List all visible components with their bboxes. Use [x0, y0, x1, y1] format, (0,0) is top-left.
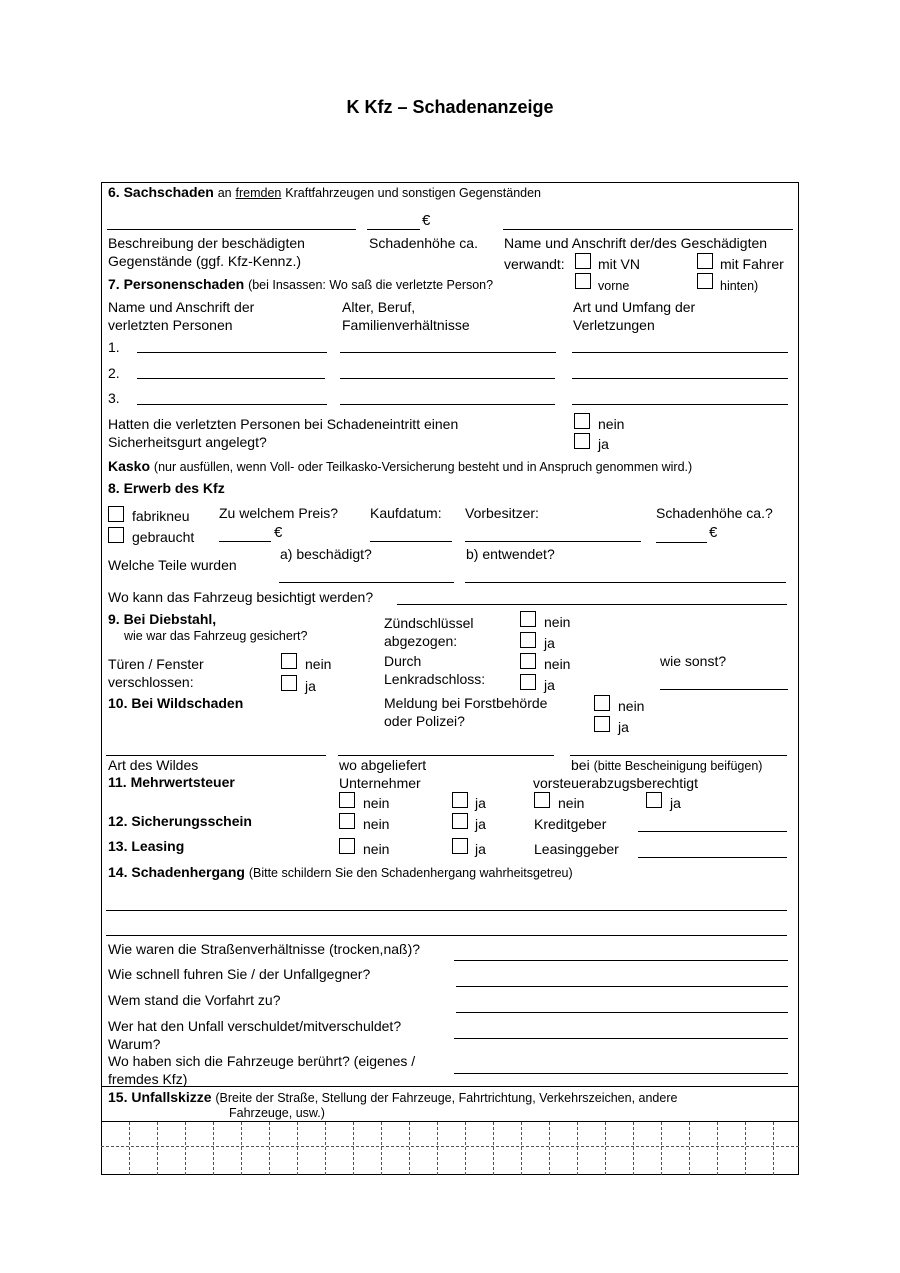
- seatbelt-yes-checkbox[interactable]: [574, 433, 590, 449]
- section-7-sub: (bei Insassen: Wo saß die verletzte Person?: [248, 278, 494, 292]
- row-number-2: 2.: [108, 365, 120, 381]
- delivered-to-word: bei: [571, 757, 590, 773]
- sketch-grid-vline: [269, 1122, 270, 1175]
- doors-label-1: Türen / Fenster: [108, 656, 204, 672]
- description-line-1[interactable]: [106, 910, 787, 911]
- section-11-title: 11. Mehrwertsteuer: [108, 774, 235, 790]
- tax-deduct-yes-label: ja: [670, 795, 681, 811]
- injured-age-label-2: Familienverhältnisse: [342, 317, 470, 333]
- purchase-date-label: Kaufdatum:: [370, 505, 442, 521]
- row-number-1: 1.: [108, 339, 120, 355]
- section-6-heading: [108, 184, 541, 202]
- damage-amount-8-label: Schadenhöhe ca.?: [656, 505, 773, 521]
- tax-deduct-yes-checkbox[interactable]: [646, 792, 662, 808]
- entrepreneur-label: Unternehmer: [339, 775, 421, 791]
- report-label-1: Meldung bei Forstbehörde: [384, 695, 548, 711]
- report-no-label: nein: [618, 698, 645, 714]
- security-cert-yes-checkbox[interactable]: [452, 813, 468, 829]
- fault-label-1: Wer hat den Unfall verschuldet/mitverschuldet?: [108, 1018, 402, 1034]
- parts-stolen-label: b) entwendet?: [466, 546, 555, 562]
- section-15-title: 15. Unfallskizze: [108, 1089, 212, 1105]
- section-14-title: 14. Schadenhergang: [108, 864, 245, 880]
- sketch-grid-vline: [185, 1122, 186, 1175]
- steering-lock-no-checkbox[interactable]: [520, 653, 536, 669]
- parts-label: Welche Teile wurden: [108, 557, 237, 573]
- seatbelt-question-2: Sicherheitsgurt angelegt?: [108, 434, 267, 450]
- security-cert-yes-label: ja: [475, 816, 486, 832]
- related-driver-label: mit Fahrer: [720, 256, 784, 272]
- key-label-1: Zündschlüssel: [384, 615, 474, 631]
- speed-field[interactable]: [456, 986, 788, 987]
- damage-amount-field[interactable]: [367, 229, 420, 230]
- previous-owner-label: Vorbesitzer:: [465, 505, 539, 521]
- fault-field[interactable]: [454, 1038, 788, 1039]
- row-1-name-field[interactable]: [137, 352, 327, 353]
- injured-name-label-2: verletzten Personen: [108, 317, 233, 333]
- section-14-sub: (Bitte schildern Sie den Schadenhergang wahrheitsgetreu): [248, 866, 573, 880]
- section-13-title: 13. Leasing: [108, 838, 185, 854]
- entrepreneur-yes-checkbox[interactable]: [452, 792, 468, 808]
- parts-stolen-field[interactable]: [465, 582, 786, 583]
- lessor-label: Leasinggeber: [534, 841, 619, 857]
- delivered-to-field[interactable]: [570, 755, 787, 756]
- section-7-title: 7. Personenschaden: [108, 276, 245, 292]
- sketch-grid-vline: [689, 1122, 690, 1175]
- purchase-date-field[interactable]: [370, 541, 452, 542]
- tax-deduct-no-checkbox[interactable]: [534, 792, 550, 808]
- leasing-no-checkbox[interactable]: [339, 838, 355, 854]
- seat-back-checkbox[interactable]: [697, 273, 713, 289]
- section-15-sub-1: (Breite der Straße, Stellung der Fahrzeuge, Fahrtrichtung, Verkehrszeichen, andere: [215, 1091, 678, 1105]
- damaged-items-label-2: Gegenstände (ggf. Kfz-Kennz.): [108, 253, 301, 269]
- parts-damaged-field[interactable]: [279, 582, 454, 583]
- row-3-name-field[interactable]: [137, 404, 327, 405]
- doors-yes-checkbox[interactable]: [281, 675, 297, 691]
- price-label: Zu welchem Preis?: [219, 505, 339, 521]
- sketch-grid-vline: [773, 1122, 774, 1175]
- related-label: verwandt:: [504, 256, 565, 272]
- game-kind-label: Art des Wildes: [108, 757, 199, 773]
- entrepreneur-no-checkbox[interactable]: [339, 792, 355, 808]
- sketch-grid-vline: [493, 1122, 494, 1175]
- damaged-items-label-1: Beschreibung der beschädigten: [108, 235, 305, 251]
- used-car-label: gebraucht: [132, 529, 195, 545]
- sketch-grid-vline: [577, 1122, 578, 1175]
- contact-point-label-1: Wo haben sich die Fahrzeuge berührt? (eigenes /: [108, 1053, 416, 1069]
- section-15-heading: [108, 1089, 677, 1107]
- sketch-grid-vline: [213, 1122, 214, 1175]
- report-label-2: oder Polizei?: [384, 713, 465, 729]
- section-15-divider: [101, 1086, 799, 1087]
- injured-age-label-1: Alter, Beruf,: [342, 299, 416, 315]
- row-2-name-field[interactable]: [137, 378, 325, 379]
- damage-amount-label: Schadenhöhe ca.: [369, 235, 478, 251]
- doors-no-label: nein: [305, 656, 332, 672]
- delivered-where-field[interactable]: [338, 755, 554, 756]
- delivered-to-label: [571, 757, 762, 775]
- creditor-label: Kreditgeber: [534, 816, 607, 832]
- section-8-title: 8. Erwerb des Kfz: [108, 480, 225, 496]
- price-field[interactable]: [219, 541, 271, 542]
- key-yes-label: ja: [544, 635, 555, 651]
- fault-label-2: Warum?: [108, 1036, 161, 1052]
- steering-lock-yes-label: ja: [544, 677, 555, 693]
- sketch-grid-vline: [409, 1122, 410, 1175]
- parts-damaged-label: a) beschädigt?: [280, 546, 372, 562]
- sketch-grid-vline: [325, 1122, 326, 1175]
- sketch-grid-vline: [297, 1122, 298, 1175]
- new-car-label: fabrikneu: [132, 508, 190, 524]
- seatbelt-question-1: Hatten die verletzten Personen bei Schadeneintritt einen: [108, 416, 459, 432]
- inspection-field[interactable]: [397, 604, 787, 605]
- steering-lock-yes-checkbox[interactable]: [520, 674, 536, 690]
- lessor-field[interactable]: [638, 857, 787, 858]
- other-security-label: wie sonst?: [660, 653, 727, 669]
- row-number-3: 3.: [108, 390, 120, 406]
- used-car-checkbox[interactable]: [108, 527, 124, 543]
- creditor-field[interactable]: [638, 831, 787, 832]
- sketch-grid[interactable]: [101, 1122, 799, 1175]
- section-9-sub: wie war das Fahrzeug gesichert?: [124, 629, 308, 643]
- previous-owner-field[interactable]: [465, 541, 641, 542]
- tax-deduct-label: vorsteuerabzugsberechtigt: [533, 775, 698, 791]
- row-3-age-field[interactable]: [340, 404, 555, 405]
- sketch-grid-vline: [521, 1122, 522, 1175]
- sketch-grid-vline: [717, 1122, 718, 1175]
- seatbelt-yes-label: ja: [598, 436, 609, 452]
- contact-point-label-2: fremdes Kfz): [108, 1071, 188, 1087]
- delivered-where-label: wo abgeliefert: [339, 757, 427, 773]
- leasing-no-label: nein: [363, 841, 390, 857]
- injury-kind-label-1: Art und Umfang der: [573, 299, 696, 315]
- row-2-injury-field[interactable]: [572, 378, 788, 379]
- road-conditions-label: Wie waren die Straßenverhältnisse (trocken,naß)?: [108, 941, 421, 957]
- section-7-heading: [108, 276, 493, 294]
- seat-front-checkbox[interactable]: [575, 273, 591, 289]
- tax-deduct-no-label: nein: [558, 795, 585, 811]
- sketch-grid-vline: [661, 1122, 662, 1175]
- section-15-sub-2: Fahrzeuge, usw.): [229, 1106, 325, 1120]
- report-no-checkbox[interactable]: [594, 695, 610, 711]
- row-1-injury-field[interactable]: [572, 352, 788, 353]
- doors-label-2: verschlossen:: [108, 674, 194, 690]
- key-no-checkbox[interactable]: [520, 611, 536, 627]
- contact-point-field[interactable]: [454, 1073, 788, 1074]
- security-cert-no-label: nein: [363, 816, 390, 832]
- sketch-grid-vline: [157, 1122, 158, 1175]
- entrepreneur-yes-label: ja: [475, 795, 486, 811]
- sketch-grid-vline: [465, 1122, 466, 1175]
- section-10-title: 10. Bei Wildschaden: [108, 695, 244, 711]
- key-no-label: nein: [544, 614, 571, 630]
- injury-kind-label-2: Verletzungen: [573, 317, 655, 333]
- delivered-to-note: (bitte Bescheinigung beifügen): [593, 759, 763, 773]
- row-2-age-field[interactable]: [340, 378, 555, 379]
- kasko-heading: [108, 458, 692, 476]
- road-conditions-field[interactable]: [454, 960, 788, 961]
- injured-party-field[interactable]: [503, 229, 793, 230]
- inspection-label: Wo kann das Fahrzeug besichtigt werden?: [108, 589, 374, 605]
- sketch-grid-vline: [381, 1122, 382, 1175]
- related-vn-checkbox[interactable]: [575, 253, 591, 269]
- section-6-title: 6. Sachschaden: [108, 184, 214, 200]
- section-6-intro-a: an: [217, 186, 232, 200]
- description-line-2[interactable]: [106, 935, 787, 936]
- row-1-age-field[interactable]: [340, 352, 556, 353]
- right-of-way-field[interactable]: [456, 1012, 788, 1013]
- report-yes-checkbox[interactable]: [594, 716, 610, 732]
- report-yes-label: ja: [618, 719, 629, 735]
- sketch-grid-vline: [633, 1122, 634, 1175]
- damage-amount-8-field[interactable]: [656, 542, 707, 543]
- seat-back-label: hinten): [720, 279, 759, 293]
- seatbelt-no-checkbox[interactable]: [574, 413, 590, 429]
- key-yes-checkbox[interactable]: [520, 632, 536, 648]
- seat-front-label: vorne: [598, 279, 630, 293]
- row-3-injury-field[interactable]: [572, 404, 788, 405]
- section-6-intro-underlined: fremden: [235, 186, 282, 200]
- steering-lock-no-label: nein: [544, 656, 571, 672]
- sketch-grid-vline: [605, 1122, 606, 1175]
- key-label-2: abgezogen:: [384, 633, 458, 649]
- leasing-yes-label: ja: [475, 841, 486, 857]
- steering-lock-label-1: Durch: [384, 653, 422, 669]
- section-12-title: 12. Sicherungsschein: [108, 813, 252, 829]
- speed-label: Wie schnell fuhren Sie / der Unfallgegner?: [108, 966, 371, 982]
- page-title: K Kfz – Schadenanzeige: [346, 97, 554, 117]
- sketch-grid-vline: [129, 1122, 130, 1175]
- doors-no-checkbox[interactable]: [281, 653, 297, 669]
- amount-euro-sign: €: [709, 524, 718, 541]
- other-security-field[interactable]: [660, 689, 788, 690]
- section-6-intro-b: Kraftfahrzeugen und sonstigen Gegenständen: [285, 186, 542, 200]
- seatbelt-no-label: nein: [598, 416, 625, 432]
- related-vn-label: mit VN: [598, 256, 640, 272]
- section-9-title: 9. Bei Diebstahl,: [108, 611, 217, 627]
- steering-lock-label-2: Lenkradschloss:: [384, 671, 486, 687]
- security-cert-no-checkbox[interactable]: [339, 813, 355, 829]
- sketch-grid-vline: [745, 1122, 746, 1175]
- injured-party-label: Name und Anschrift der/des Geschädigten: [504, 235, 768, 251]
- price-euro-sign: €: [274, 524, 283, 541]
- related-driver-checkbox[interactable]: [697, 253, 713, 269]
- right-of-way-label: Wem stand die Vorfahrt zu?: [108, 992, 281, 1008]
- sketch-grid-hline: [101, 1146, 799, 1147]
- euro-sign: €: [422, 212, 431, 229]
- new-car-checkbox[interactable]: [108, 506, 124, 522]
- game-kind-field[interactable]: [106, 755, 326, 756]
- sketch-grid-vline: [241, 1122, 242, 1175]
- sketch-grid-vline: [549, 1122, 550, 1175]
- sketch-grid-vline: [437, 1122, 438, 1175]
- leasing-yes-checkbox[interactable]: [452, 838, 468, 854]
- kasko-note: (nur ausfüllen, wenn Voll- oder Teilkasko-Versicherung besteht und in Anspruch genommen wird.): [153, 460, 693, 474]
- doors-yes-label: ja: [305, 678, 316, 694]
- kasko-title: Kasko: [108, 458, 151, 474]
- injured-name-label-1: Name und Anschrift der: [108, 299, 255, 315]
- entrepreneur-no-label: nein: [363, 795, 390, 811]
- damaged-items-field[interactable]: [107, 229, 356, 230]
- sketch-grid-vline: [353, 1122, 354, 1175]
- section-14-heading: [108, 864, 573, 882]
